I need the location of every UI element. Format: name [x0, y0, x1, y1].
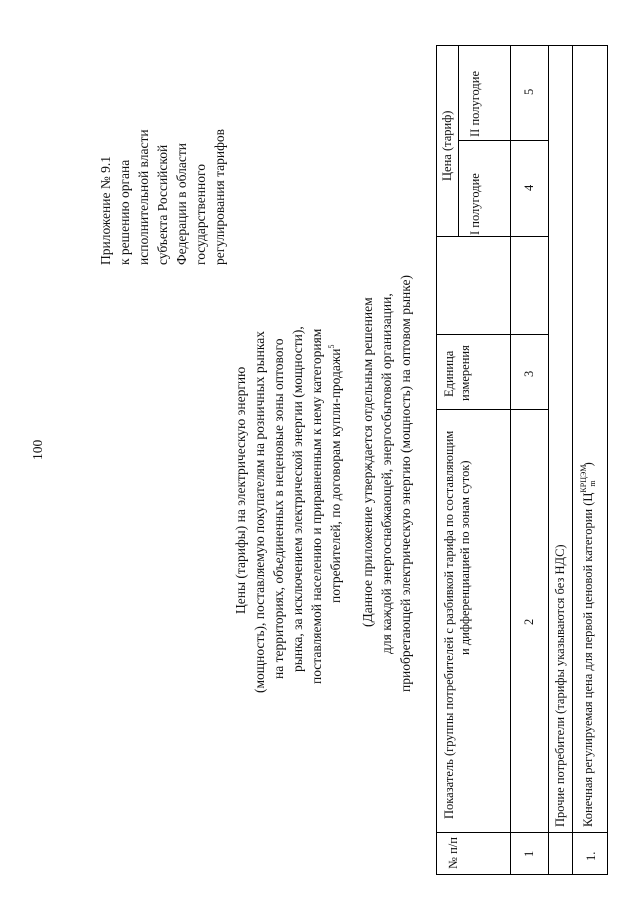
col-divider: [436, 832, 608, 833]
header-half1: I полугодие: [468, 173, 482, 235]
row1-number: 1.: [584, 851, 598, 861]
col-number: 2: [522, 618, 536, 625]
appendix-line: Приложение № 9.1: [98, 156, 113, 265]
title-line: [328, 345, 345, 603]
table-border: [436, 45, 608, 46]
appendix-line: исполнительной власти: [136, 129, 151, 265]
row1-sub: m: [588, 480, 597, 487]
col-divider: [510, 236, 548, 237]
appendix-line: субъекта Российской: [155, 144, 170, 265]
section-label: Прочие потребители (тарифы указываются без НДС): [553, 544, 567, 827]
row1-close: ): [581, 462, 595, 467]
col-divider: [510, 334, 548, 335]
page-number: 100: [30, 439, 45, 460]
col-divider: [436, 334, 510, 335]
col-number: 5: [522, 88, 536, 95]
row1-label: [581, 462, 597, 827]
title-line: на территориях, объединенных в неценовые зоны оптового: [271, 338, 286, 679]
col-divider: [436, 236, 510, 237]
col-number: 3: [522, 370, 536, 377]
title-last-text: потребителей, по договорам купли-продажи: [328, 348, 343, 603]
header-unit: Единица: [442, 350, 456, 397]
note-line: (Данное приложение утверждается отдельным решением: [360, 297, 375, 627]
table-border: [607, 45, 608, 875]
col-divider: [510, 140, 548, 141]
col-number: 4: [522, 184, 536, 191]
title-footnote-mark: 5: [327, 344, 336, 349]
appendix-line: регулирования тарифов: [212, 128, 227, 265]
row-divider: [572, 45, 573, 875]
title-line: поставляемой населению и приравненным к нему категориям: [309, 328, 324, 684]
header-indicator: и дифференциацией по зонам суток): [458, 460, 472, 655]
row-divider: [548, 45, 549, 875]
col-divider: [436, 409, 510, 410]
title-line: Цены (тарифы) на электрическую энергию: [233, 366, 248, 614]
appendix-line: к решению органа: [117, 159, 132, 265]
row1-text: Конечная регулируемая цена для первой ценовой категории (Ц: [581, 492, 595, 827]
row-divider: [510, 45, 511, 875]
tariff-table: [436, 45, 608, 875]
row1-sup: КРЦЭМ: [579, 464, 588, 493]
header-no: № п/п: [446, 837, 460, 869]
appendix-line: Федерации в области: [174, 142, 189, 265]
appendix-line: государственного: [193, 164, 208, 265]
table-border: [436, 45, 437, 875]
col-divider: [458, 140, 510, 141]
header-unit: измерения: [458, 345, 472, 401]
note-line: для каждой энергоснабжающей, энергосбытовой организации,: [379, 293, 394, 654]
col-number: 1: [522, 850, 536, 857]
header-indicator: Показатель (группы потребителей с разбивкой тарифа по составляющим: [442, 430, 456, 819]
title-line: рынка, за исключением электрической энергии (мощности),: [290, 326, 305, 672]
row-divider: [458, 45, 459, 237]
col-divider: [510, 409, 548, 410]
header-half2: II полугодие: [468, 70, 482, 137]
header-price: Цена (тариф): [440, 110, 454, 181]
note-line: приобретающей электрическую энергию (мощность) на оптовом рынке): [398, 275, 413, 692]
table-border: [436, 874, 608, 875]
title-line: (мощность), поставляемую покупателям на розничных рынках: [252, 331, 267, 693]
